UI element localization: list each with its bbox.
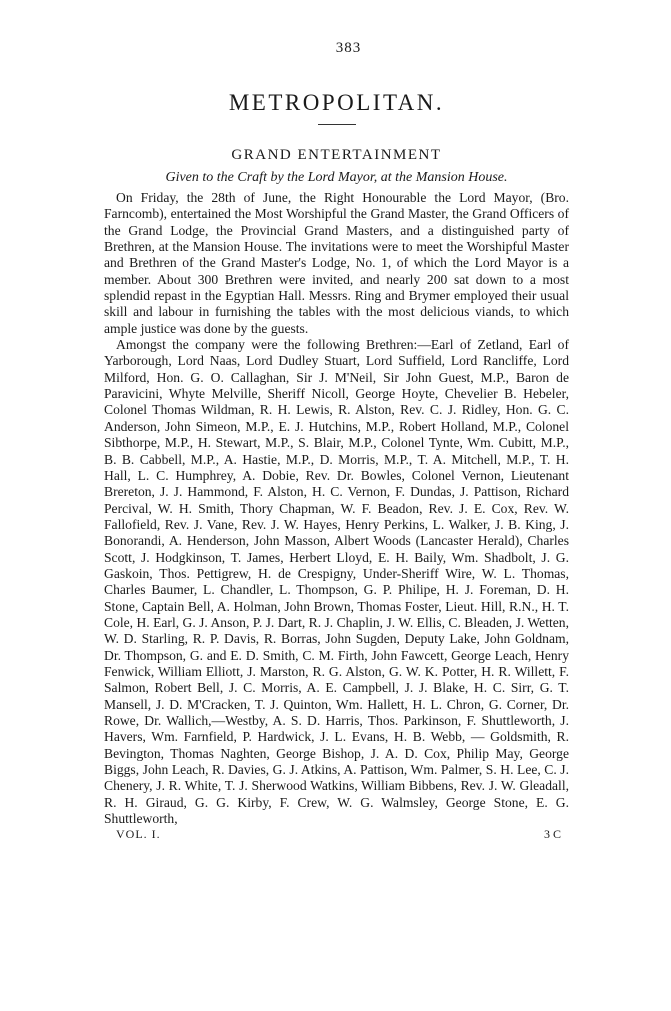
body-paragraph-1: On Friday, the 28th of June, the Right Honourable the Lord Mayor, (Bro. Farncomb), entertained the Most Worshipful the Grand Master, the Grand Officers of the Grand Lodge, the Provincial Grand Masters, and a distinguished party of Brethren, at the Mansion House. The invitations were to meet the Worshipful Master and Brethren of the Grand Master's Lodge, No. 1, of which the Lord Mayor is a member. About 300 Brethren were invited, and nearly 200 sat down to a most splendid repast in the Egyptian Hall. Messrs. Ring and Brymer employed their usual skill and labour in furnishing the tables with the most delicious viands, to which ample justice was done by the guests.	[104, 190, 569, 336]
title-rule	[318, 124, 356, 125]
page-footer	[104, 827, 569, 841]
section-title: METROPOLITAN.	[228, 90, 445, 115]
body-paragraph-2: Amongst the company were the following Brethren:—Earl of Zetland, Earl of Yarborough, Lord Naas, Lord Dudley Stuart, Lord Suffield, Lord Rancliffe, Lord Milford, Hon. G. O. Callaghan, Sir J. M'Neil, Sir John Guest, M.P., Baron de Paravicini, Whyte Melville, Sheriff Nicoll, George Hoyte, Chevelier B. Hebeler, Colonel Thomas Wildman, R. H. Lewis, R. Alston, Rev. C. J. Ridley, Hon. G. C. Anderson, John Simeon, M.P., E. J. Hutchins, M.P., Robert Holland, M.P., Colonel Sibthorpe, M.P., H. Stewart, M.P., S. Blair, M.P., Colonel Tynte, Wm. Cubitt, M.P., B. B. Cabbell, M.P., A. Hastie, M.P., D. Morris, M.P., T. A. Mitchell, M.P., T. H. Hall, L. C. Humphrey, A. Dobie, Rev. Dr. Bowles, Colonel Vernon, Lieutenant Brereton, J. J. Hammond, F. Alston, H. C. Vernon, F. Dundas, J. Pattison, Richard Percival, W. H. Smith, Thory Chapman, W. F. Beadon, Rev. J. E. Cox, Rev. W. Fallofield, Rev. J. Vane, Rev. J. W. Hayes, Henry Perkins, L. Walker, J. B. King, J. Bonorandi, A. Henderson, John Masson, Albert Woods (Lancaster Herald), Charles Scott, J. Hodgkinson, T. James, Herbert Lloyd, E. H. Baily, Wm. Shadbolt, J. G. Gaskoin, Thos. Pettigrew, H. de Crespigny, Under-Sheriff Wire, W. L. Thomas, Charles Baumer, L. Chandler, L. Thompson, G. P. Philipe, H. J. Foreman, D. H. Stone, Captain Bell, A. Holman, John Brown, Thomas Foster, Lieut. Hill, R.N., H. T. Cole, H. Earl, G. J. Anson, P. J. Dart, R. J. Chaplin, J. W. Ellis, C. Bleaden, J. Wetten, W. D. Starling, R. P. Davis, R. Borras, John Sugden, Deputy Lake, John Goldnam, Dr. Thompson, G. and E. D. Smith, C. M. Firth, John Fawcett, George Leach, Henry Fenwick, William Elliott, J. Marston, R. G. Alston, G. W. K. Potter, H. R. Willett, F. Salmon, Robert Bell, J. C. Morris, A. E. Campbell, J. J. Blake, H. C. Sirr, G. T. Mansell, J. D. M'Cracken, T. J. Quinton, Wm. Hallett, H. L. Chron, G. Corner, Dr. Rowe, Dr. Wallich,—Westby, A. S. D. Harris, Thos. Parkinson, F. Shuttleworth, J. Havers, Wm. Farnfield, P. Hardwick, J. L. Evans, H. B. Webb, — Goldsmith, R. Bevington, Thomas Naghten, George Bishop, J. A. D. Cox, Philip May, George Biggs, John Leach, R. Davies, G. J. Atkins, A. Pattison, Wm. Palmer, S. H. Lee, C. J. Chenery, J. R. White, T. J. Sherwood Watkins, William Bibbens, Rev. J. W. Gleadall, R. H. Giraud, G. G. Kirby, F. Crew, W. G. Walmsley, George Stone, E. G. Shuttleworth,	[104, 337, 569, 827]
article-subtitle: Given to the Craft by the Lord Mayor, at the Mansion House.	[165, 170, 508, 185]
article-heading: GRAND ENTERTAINMENT	[231, 147, 442, 163]
footer-signature: 3 C	[543, 827, 561, 842]
page-number: 383	[335, 40, 362, 56]
document-page	[104, 40, 569, 841]
footer-volume: VOL. I.	[116, 827, 161, 842]
